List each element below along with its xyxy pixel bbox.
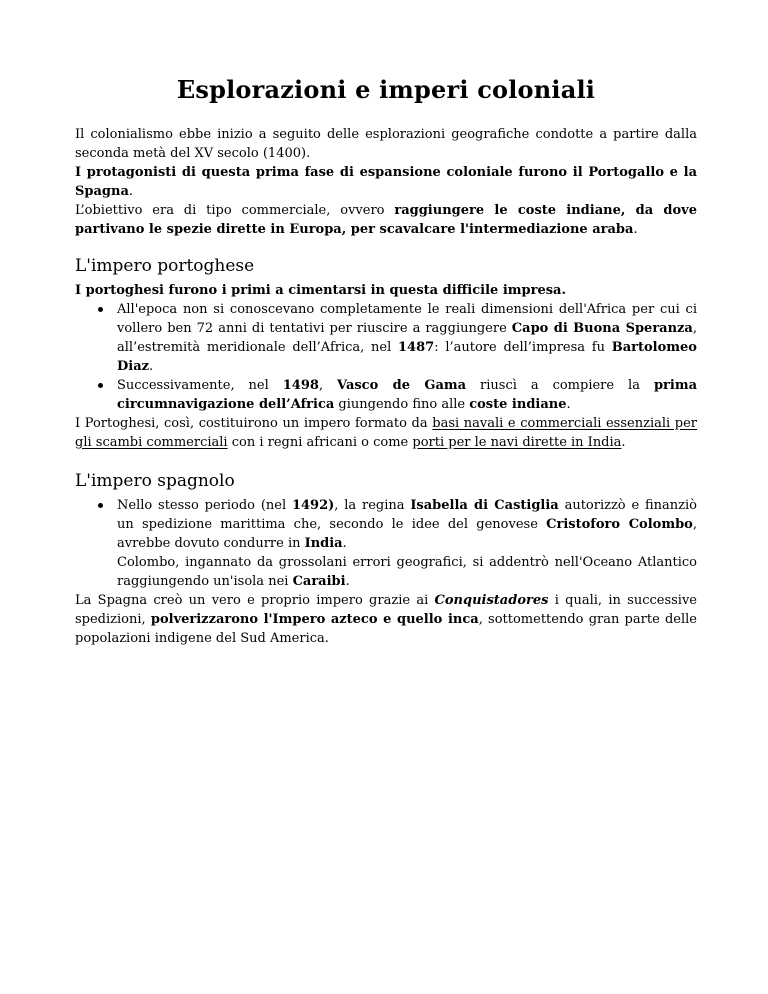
list-bold-text: Cristoforo Colombo [546, 517, 693, 532]
list-text: . [342, 536, 347, 551]
spanish-section [75, 470, 697, 648]
intro-text: . [128, 184, 134, 199]
list-bold-text: India [304, 536, 343, 551]
portuguese-list [75, 300, 697, 414]
intro-paragraph-1 [75, 125, 697, 163]
list-item [117, 300, 697, 376]
section-heading-spanish: L'impero spagnolo [75, 471, 235, 491]
intro-text: . [633, 222, 638, 237]
spanish-list [75, 496, 697, 591]
portuguese-lead: I portoghesi furono i primi a cimentarsi in questa difficile impresa. [75, 283, 567, 298]
body-text: . [621, 435, 626, 450]
spanish-closing [75, 591, 697, 648]
list-bold-text: Bartolomeo Diaz [117, 340, 697, 374]
underlined-text: porti per le navi dirette in India [412, 435, 622, 450]
list-item [117, 496, 697, 591]
list-text: All'epoca non si conoscevano completamente le reali dimensioni dell'Africa per cui ci vollero ben 72 anni di tentativi per riuscire a raggiungere [117, 302, 697, 336]
list-bold-text: coste indiane [469, 397, 567, 412]
page-title: Esplorazioni e imperi coloniali [176, 75, 596, 104]
body-text: , sottomettendo gran parte delle popolazioni indigene del Sud America. [75, 612, 697, 646]
list-text: giungendo fino alle [334, 397, 470, 412]
list-text: autorizzò e finanziò un spedizione marittima che, secondo le idee del genovese [117, 498, 697, 532]
intro-text: Il colonialismo ebbe inizio a seguito delle esplorazioni geografiche condotte a partire dalla seconda metà del XV secolo (1400). [75, 127, 697, 161]
list-text: riuscì a compiere la [466, 378, 654, 393]
list-bold-text: Vasco de Gama [337, 378, 467, 393]
portuguese-closing [75, 414, 697, 452]
list-text: . [149, 359, 154, 374]
intro-section [75, 125, 697, 239]
list-bold-text: 1492) [291, 498, 335, 513]
list-text: , all’estremità meridionale dell’Africa, nel [117, 321, 697, 355]
underlined-text: basi navali e commerciali essenziali per gli scambi commerciali [75, 416, 698, 450]
portuguese-section [75, 255, 697, 452]
body-bold-text: polverizzarono l'Impero azteco e quello inca [150, 612, 479, 627]
intro-bold-text: raggiungere le coste indiane, da dove partivano le spezie dirette in Europa, per scavalcare l'intermediazione araba [75, 203, 697, 237]
intro-bold-text: I protagonisti di questa prima fase di espansione coloniale furono il Portogallo e la Spagna [75, 165, 697, 199]
list-bold-text: Caraibi [292, 574, 346, 589]
list-text: , [318, 378, 338, 393]
list-text: Successivamente, nel [117, 378, 283, 393]
list-bold-text: 1498 [282, 378, 319, 393]
list-text: . [345, 574, 350, 589]
body-text: I Portoghesi, così, costituirono un impero formato da [75, 416, 433, 431]
list-text: Nello stesso periodo (nel [117, 498, 292, 513]
intro-paragraph-2 [75, 163, 697, 201]
list-item [117, 376, 697, 414]
bold-italic-text: Conquistadores [434, 593, 549, 608]
section-heading-portuguese: L'impero portoghese [75, 256, 255, 276]
document-page [75, 74, 697, 648]
list-bold-text: 1487 [398, 340, 435, 355]
intro-paragraph-3 [75, 201, 697, 239]
list-text: , avrebbe dovuto condurre in [117, 517, 697, 551]
list-bold-text: Isabella di Castiglia [410, 498, 559, 513]
list-text: : l’autore dell’impresa fu [434, 340, 612, 355]
list-text: , la regina [334, 498, 411, 513]
body-text: i quali, in successive spedizioni, [75, 593, 698, 627]
intro-text: L’obiettivo era di tipo commerciale, ovvero [75, 203, 395, 218]
body-text: La Spagna creò un vero e proprio impero grazie ai [75, 593, 435, 608]
body-text: con i regni africani o come [227, 435, 413, 450]
list-text: Colombo, ingannato da grossolani errori geografici, si addentrò nell'Oceano Atlantico raggiungendo un'isola nei [117, 555, 697, 589]
list-bold-text: Capo di Buona Speranza [511, 321, 693, 336]
list-bold-text: prima circumnavigazione dell’Africa [117, 378, 698, 412]
list-text: . [566, 397, 571, 412]
